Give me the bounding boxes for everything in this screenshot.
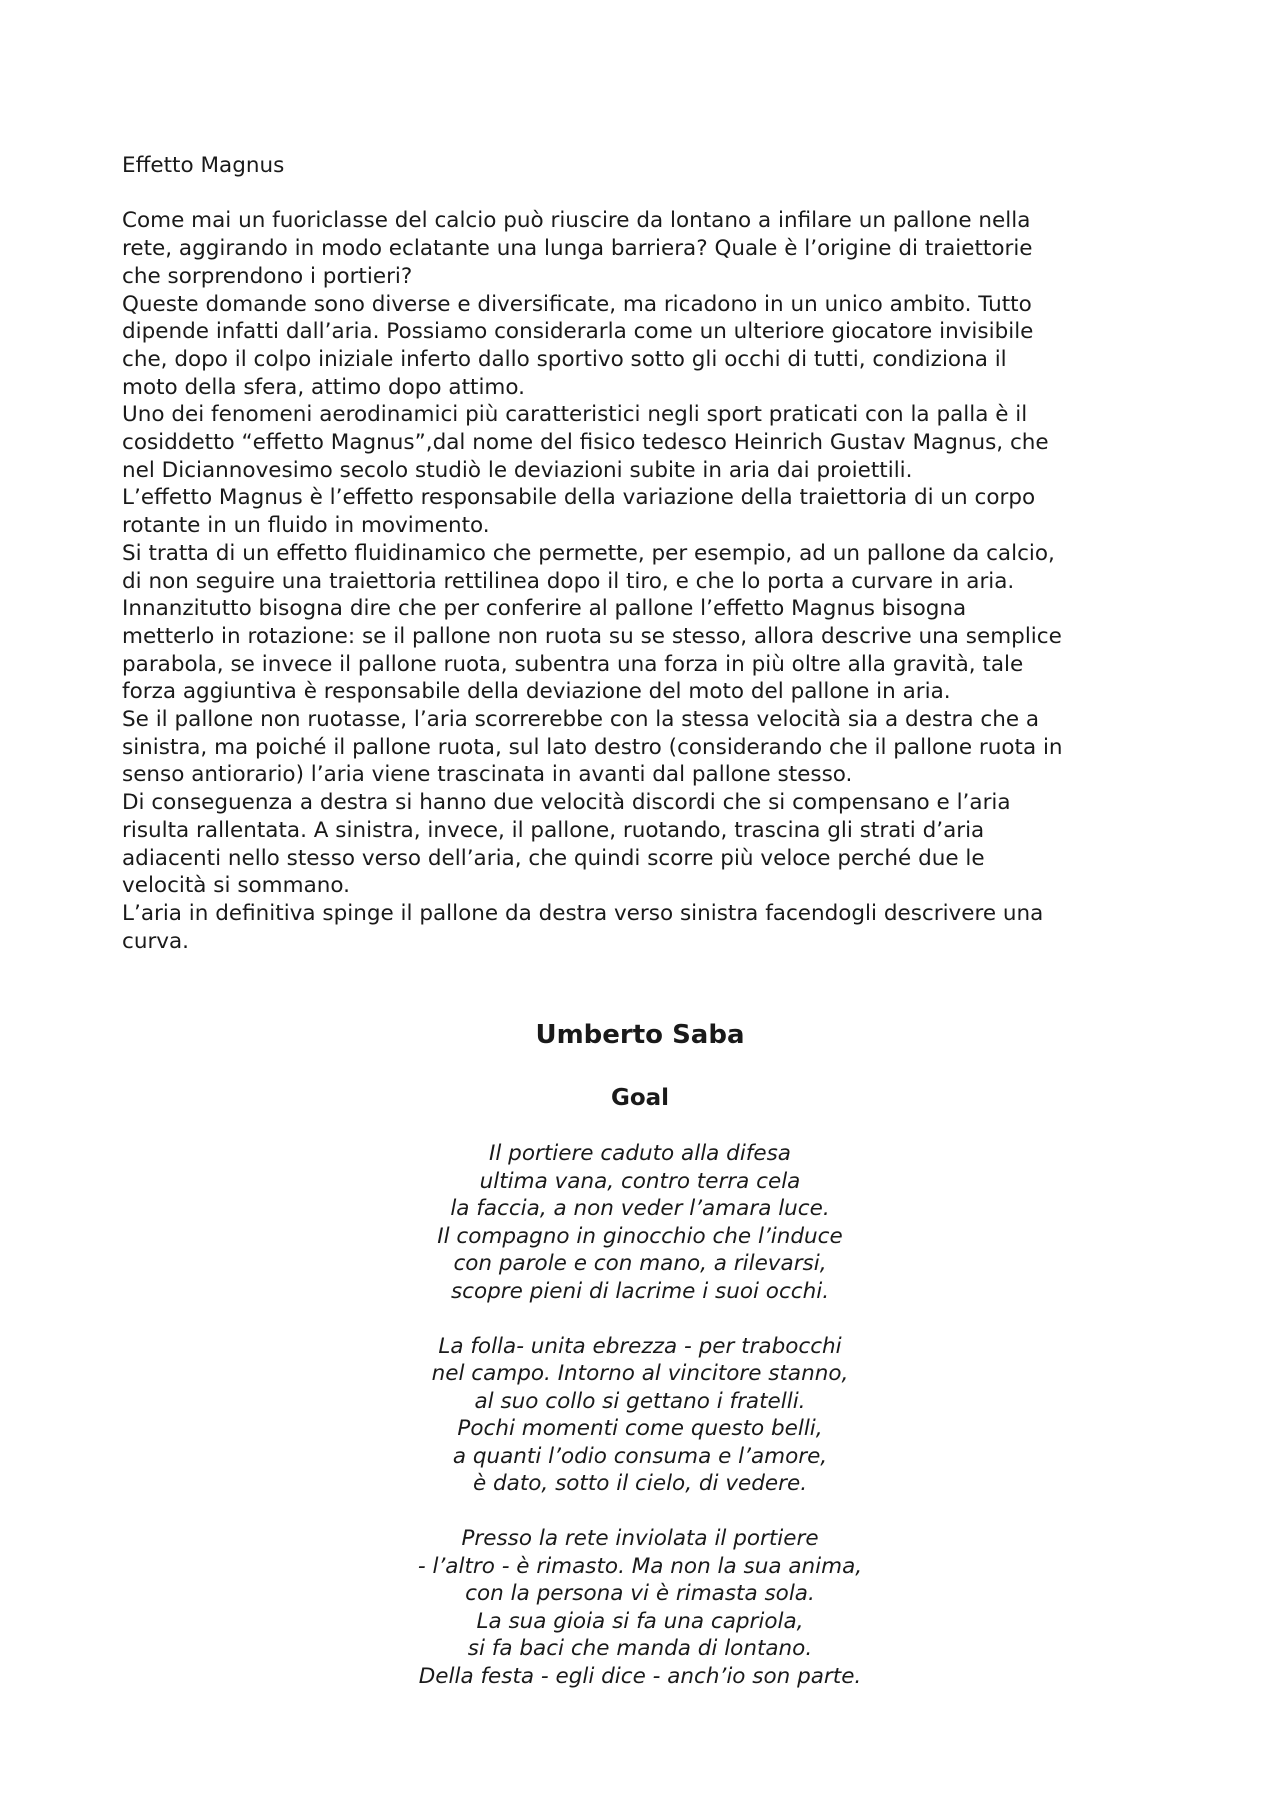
poem-body bbox=[0, 1140, 1280, 1718]
essay-line: Se il pallone non ruotasse, l’aria scorrerebbe con la stessa velocità sia a destra che a bbox=[122, 707, 1040, 733]
poem-verse: - l’altro - è rimasto. Ma non la sua anima, bbox=[417, 1553, 863, 1579]
poem-verse: la faccia, a non veder l’amara luce. bbox=[450, 1196, 830, 1221]
essay-line: L’effetto Magnus è l’effetto responsabile della variazione della traiettoria di un corpo bbox=[122, 485, 1036, 511]
essay-line: L’aria in definitiva spinge il pallone da destra verso sinistra facendogli descrivere una bbox=[122, 900, 1044, 926]
essay-line: di non seguire una traiettoria rettilinea dopo il tiro, e che lo porta a curvare in aria. bbox=[122, 568, 1015, 594]
poem-verse: La sua gioia si fa una capriola, bbox=[476, 1608, 804, 1634]
poem-verse: con la persona vi è rimasta sola. bbox=[465, 1581, 815, 1606]
essay-line: curva. bbox=[122, 928, 190, 954]
poem-verse: a quanti l’odio consuma e l’amore, bbox=[452, 1443, 828, 1469]
poem-verse: con parole e con mano, a rilevarsi, bbox=[453, 1251, 827, 1276]
essay-line: Come mai un fuoriclasse del calcio può riuscire da lontano a infilare un pallone nella bbox=[122, 208, 1031, 234]
essay-title: Effetto Magnus bbox=[122, 153, 285, 178]
poem-verse: Della festa - egli dice - anch’io son parte. bbox=[418, 1663, 862, 1689]
poem-verse: è dato, sotto il cielo, di vedere. bbox=[472, 1471, 808, 1496]
essay-line: forza aggiuntiva è responsabile della deviazione del moto del pallone in aria. bbox=[122, 679, 951, 705]
essay-line: Uno dei fenomeni aerodinamici più caratteristici negli sport praticati con la palla è il bbox=[122, 402, 1028, 428]
essay-line: parabola, se invece il pallone ruota, subentra una forza in più oltre alla gravità, tale bbox=[122, 651, 1024, 677]
poem-stanza bbox=[0, 1525, 1280, 1690]
poem-verse: ultima vana, contro terra cela bbox=[479, 1168, 801, 1194]
essay-line: nel Diciannovesimo secolo studiò le deviazioni subite in aria dai proiettili. bbox=[122, 457, 913, 483]
poem-verse: al suo collo si gettano i fratelli. bbox=[474, 1388, 806, 1414]
essay-line: cosiddetto “effetto Magnus”,dal nome del fisico tedesco Heinrich Gustav Magnus, che bbox=[122, 430, 1049, 456]
essay-line: dipende infatti dall’aria. Possiamo considerarla come un ulteriore giocatore invisibile bbox=[122, 319, 1034, 345]
essay-line: risulta rallentata. A sinistra, invece, il pallone, ruotando, trascina gli strati d’aria bbox=[122, 817, 985, 843]
poem-verse: Il portiere caduto alla difesa bbox=[489, 1141, 791, 1166]
essay-line: velocità si sommano. bbox=[122, 873, 350, 899]
essay-line: metterlo in rotazione: se il pallone non ruota su se stesso, allora descrive una semplice bbox=[122, 623, 1062, 649]
essay-line: Di conseguenza a destra si hanno due velocità discordi che si compensano e l’aria bbox=[122, 790, 1011, 816]
poem-title: Goal bbox=[610, 1085, 670, 1111]
essay-line: sinistra, ma poiché il pallone ruota, sul lato destro (considerando che il pallone ruota in bbox=[122, 734, 1063, 760]
poem-verse: Pochi momenti come questo belli, bbox=[457, 1416, 823, 1441]
essay-line: Queste domande sono diverse e diversificate, ma ricadono in un unico ambito. Tutto bbox=[122, 291, 1032, 317]
poem-verse: si fa baci che manda di lontano. bbox=[467, 1636, 813, 1661]
essay-line: moto della sfera, attimo dopo attimo. bbox=[122, 374, 525, 400]
poem-author: Umberto Saba bbox=[535, 1020, 745, 1050]
poem-verse: Presso la rete inviolata il portiere bbox=[461, 1526, 819, 1551]
poem-verse: scopre pieni di lacrime i suoi occhi. bbox=[450, 1278, 830, 1304]
poem-verse: Il compagno in ginocchio che l’induce bbox=[437, 1223, 843, 1249]
poem-stanza bbox=[0, 1333, 1280, 1498]
essay-line: che sorprendono i portieri? bbox=[122, 263, 413, 289]
poem-verse: La folla- unita ebrezza - per trabocchi bbox=[438, 1333, 842, 1359]
poem-verse: nel campo. Intorno al vincitore stanno, bbox=[431, 1361, 849, 1386]
essay-line: che, dopo il colpo iniziale inferto dallo sportivo sotto gli occhi di tutti, condiziona il bbox=[122, 346, 1007, 372]
essay-section bbox=[122, 152, 1182, 955]
essay-line: rotante in un fluido in movimento. bbox=[122, 513, 490, 539]
essay-body bbox=[122, 207, 1182, 955]
essay-line: Si tratta di un effetto fluidinamico che permette, per esempio, ad un pallone da calcio, bbox=[122, 540, 1055, 566]
essay-line: adiacenti nello stesso verso dell’aria, che quindi scorre più veloce perché due le bbox=[122, 845, 985, 871]
poem-stanza bbox=[0, 1140, 1280, 1305]
essay-line: senso antiorario) l’aria viene trascinata in avanti dal pallone stesso. bbox=[122, 762, 853, 788]
essay-line: Innanzitutto bisogna dire che per conferire al pallone l’effetto Magnus bisogna bbox=[122, 596, 967, 622]
essay-line: rete, aggirando in modo eclatante una lunga barriera? Quale è l’origine di traiettorie bbox=[122, 236, 1033, 262]
